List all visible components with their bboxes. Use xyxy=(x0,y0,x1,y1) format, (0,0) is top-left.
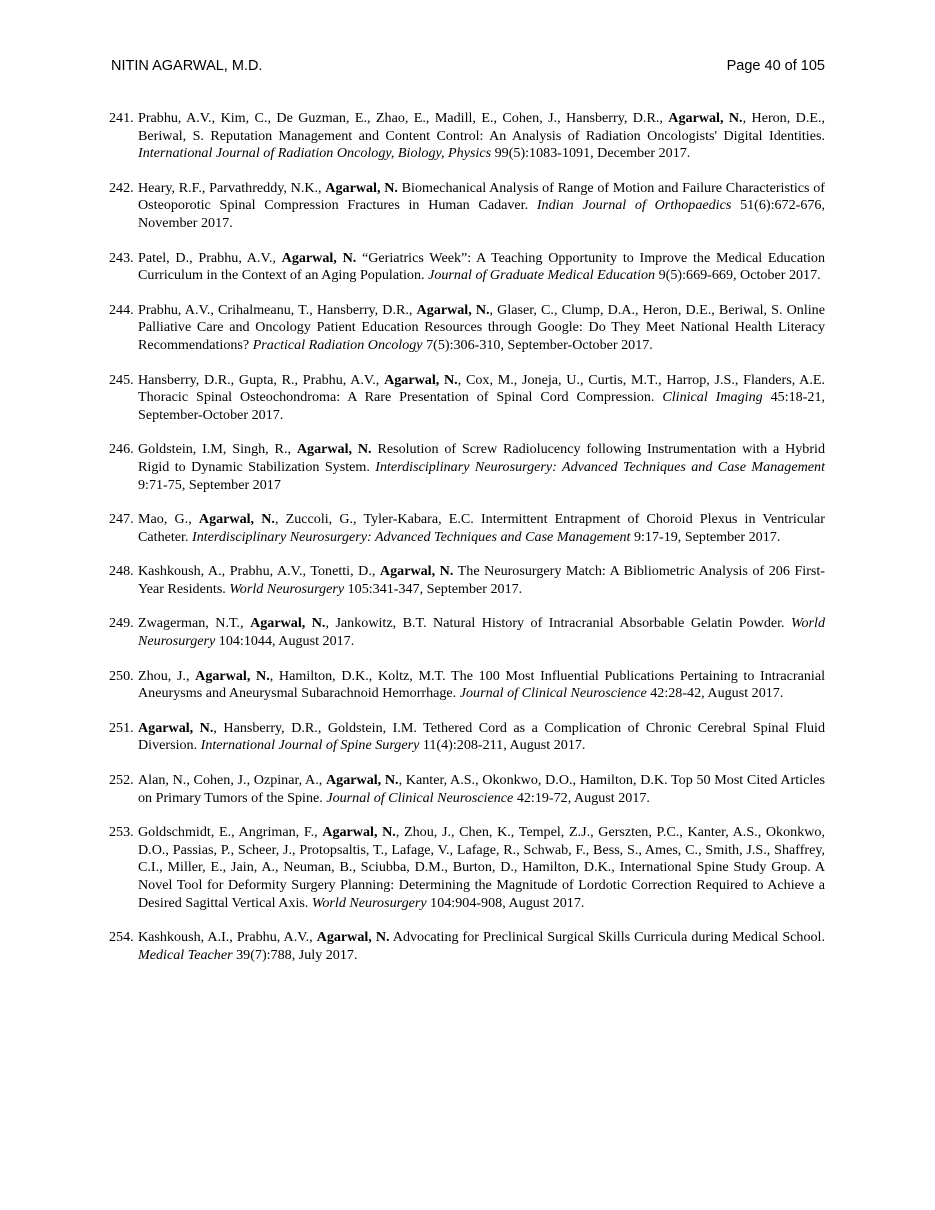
reference-number: 241. xyxy=(109,110,134,126)
citation-text: Kashkoush, A., Prabhu, A.V., Tonetti, D., xyxy=(138,563,380,580)
reference-citation xyxy=(138,720,825,755)
journal-title: World Neurosurgery xyxy=(311,894,427,911)
citation-text: , Kanter, A.S., Okonkwo, D.O., Hamilton, D.K. Top 50 Most Cited Articles on Primary Tumors of the Spine. xyxy=(138,772,825,806)
reference-number: 250. xyxy=(109,667,134,684)
journal-title: Journal of Clinical Neuroscience xyxy=(326,789,514,806)
reference-number: 254. xyxy=(109,929,134,946)
reference-item xyxy=(109,772,825,807)
citation-text: The Neurosurgery Match: A Bibliometric Analysis of 206 First-Year Residents. xyxy=(138,563,825,597)
citation-text: , Hamilton, D.K., Koltz, M.T. The 100 Most Influential Publications Pertaining to Intracranial Aneurysms and Aneurysmal Subarachnoid Hemorrhage. xyxy=(138,667,825,702)
author-highlight: Agarwal, N. xyxy=(281,249,357,266)
journal-title: Journal of Clinical Neuroscience xyxy=(459,685,647,702)
reference-citation xyxy=(138,302,825,355)
author-highlight: Agarwal, N. xyxy=(325,179,398,196)
citation-text: , Zuccoli, G., Tyler-Kabara, E.C. Intermittent Entrapment of Choroid Plexus in Ventricular Catheter. xyxy=(138,511,825,545)
citation-text: Zhou, J., xyxy=(138,667,196,684)
author-highlight: Agarwal, N. xyxy=(250,615,326,632)
journal-title: Indian Journal of Orthopaedics xyxy=(536,197,732,214)
author-highlight: Agarwal, N. xyxy=(416,301,490,318)
reference-number: 249. xyxy=(109,615,134,632)
reference-item xyxy=(109,441,825,494)
reference-number: 242. xyxy=(109,179,134,196)
citation-text: Goldschmidt, E., Angriman, F., xyxy=(138,824,323,841)
citation-text: 51(6):672-676, November 2017. xyxy=(138,197,826,231)
author-highlight: Agarwal, N. xyxy=(668,110,743,126)
reference-item xyxy=(109,250,825,285)
page-header xyxy=(111,56,825,76)
reference-item xyxy=(109,929,825,964)
citation-text: 104:904-908, August 2017. xyxy=(426,894,585,911)
citation-text: Advocating for Preclinical Surgical Skills Curricula during Medical School. xyxy=(389,929,825,946)
citation-text: Prabhu, A.V., Kim, C., De Guzman, E., Zhao, E., Madill, E., Cohen, J., Hansberry, D.R., xyxy=(138,110,669,126)
reference-citation xyxy=(138,372,825,425)
reference-number: 243. xyxy=(109,249,134,266)
reference-citation xyxy=(138,824,825,912)
citation-text: 42:19-72, August 2017. xyxy=(513,789,650,806)
journal-title: International Journal of Spine Surgery xyxy=(200,737,420,754)
journal-title: International Journal of Radiation Oncology, Biology, Physics xyxy=(138,145,492,162)
author-highlight: Agarwal, N. xyxy=(195,667,270,684)
page-number: Page 40 of 105 xyxy=(726,58,825,74)
journal-title: World Neurosurgery xyxy=(138,615,825,650)
citation-text: 39(7):788, July 2017. xyxy=(232,946,358,963)
author-highlight: Agarwal, N. xyxy=(384,371,458,388)
reference-number: 245. xyxy=(109,371,134,388)
citation-text: Hansberry, D.R., Gupta, R., Prabhu, A.V., xyxy=(138,371,385,388)
citation-text: , Glaser, C., Clump, D.A., Heron, D.E., Beriwal, S. Online Palliative Care and Oncology Patient Education Resources through Google: Do They Meet National Health Literacy Recommendations? xyxy=(138,301,825,353)
citation-text: Zwagerman, N.T., xyxy=(138,615,251,632)
reference-item xyxy=(109,511,825,546)
reference-list xyxy=(109,110,825,981)
citation-text: Alan, N., Cohen, J., Ozpinar, A., xyxy=(138,772,326,789)
citation-text: 42:28-42, August 2017. xyxy=(646,685,784,702)
author-highlight: Agarwal, N. xyxy=(296,441,372,458)
citation-text: Prabhu, A.V., Crihalmeanu, T., Hansberry, D.R., xyxy=(138,301,417,318)
reference-item xyxy=(109,110,825,163)
reference-number: 252. xyxy=(109,772,134,789)
journal-title: Interdisciplinary Neurosurgery: Advanced Techniques and Case Management xyxy=(192,528,631,545)
reference-citation xyxy=(138,441,825,494)
author-highlight: Agarwal, N. xyxy=(322,824,396,841)
citation-text: 45:18-21, September-October 2017. xyxy=(138,389,826,423)
citation-text: 104:1044, August 2017. xyxy=(215,633,355,650)
reference-number: 246. xyxy=(109,441,134,458)
reference-citation xyxy=(138,615,825,650)
reference-citation xyxy=(138,250,825,285)
reference-number: 253. xyxy=(109,824,134,841)
reference-citation xyxy=(138,110,825,163)
citation-text: 11(4):208-211, August 2017. xyxy=(419,737,586,754)
citation-text: 9:17-19, September 2017. xyxy=(630,528,781,545)
citation-text: , Cox, M., Joneja, U., Curtis, M.T., Harrop, J.S., Flanders, A.E. Thoracic Spinal Osteochondroma: A Rare Presentation of Spinal Cord Compression. xyxy=(138,371,826,406)
journal-title: World Neurosurgery xyxy=(229,580,345,597)
journal-title: Clinical Imaging xyxy=(662,389,763,406)
citation-text: Goldstein, I.M, Singh, R., xyxy=(138,441,297,458)
reference-citation xyxy=(138,929,825,964)
citation-text: Biomechanical Analysis of Range of Motion and Failure Characteristics of Osteoporotic Spinal Compression Fractures in Human Cadaver. xyxy=(138,179,825,214)
reference-item xyxy=(109,824,825,912)
reference-citation xyxy=(138,180,825,233)
reference-item xyxy=(109,563,825,598)
citation-text: , Jankowitz, B.T. Natural History of Intracranial Absorbable Gelatin Powder. xyxy=(325,615,792,632)
author-highlight: Agarwal, N. xyxy=(316,929,390,946)
author-highlight: Agarwal, N. xyxy=(198,511,275,528)
citation-text: Patel, D., Prabhu, A.V., xyxy=(138,249,282,266)
citation-text: , Hansberry, D.R., Goldstein, I.M. Tethered Cord as a Complication of Chronic Cerebral Spinal Fluid Diversion. xyxy=(138,719,825,754)
author-highlight: Agarwal, N. xyxy=(379,563,454,580)
reference-number: 247. xyxy=(109,511,134,528)
journal-title: Interdisciplinary Neurosurgery: Advanced Techniques and Case Management xyxy=(375,458,825,475)
header-author-name: NITIN AGARWAL, M.D. xyxy=(111,58,263,74)
reference-citation xyxy=(138,511,825,546)
reference-number: 244. xyxy=(109,301,134,318)
citation-text: , Zhou, J., Chen, K., Tempel, Z.J., Gerszten, P.C., Kanter, A.S., Okonkwo, D.O., Passias, P., Scheer, J., Protopsaltis, T., Lafage, V., Lafage, R., Schwab, F., Bess, S., Ames, C., Smith, J.S., Shaffrey, C.I., Miller, E., Jain, A., Neuman, B., Sciubba, D.M., Burton, D., Hamilton, D.K., International Spine Study Group. A Novel Tool for Deformity Surgery Planning: Determining the Magnitude of Lordotic Correction Required to Achieve a Desired Sagittal Vertical Axis. xyxy=(138,824,825,911)
citation-text: “Geriatrics Week”: A Teaching Opportunity to Improve the Medical Education Curriculum in the Context of an Aging Population. xyxy=(138,249,825,284)
author-highlight: Agarwal, N. xyxy=(325,772,399,789)
author-highlight: Agarwal, N. xyxy=(138,719,214,736)
citation-text: , Heron, D.E., Beriwal, S. Reputation Management and Content Control: An Analysis of Radiation Oncologists' Digital Identities. xyxy=(138,110,826,144)
citation-text: 9:71-75, September 2017 xyxy=(138,476,281,493)
citation-text: 7(5):306-310, September-October 2017. xyxy=(422,336,653,353)
reference-item xyxy=(109,720,825,755)
reference-citation xyxy=(138,772,825,807)
citation-text: Heary, R.F., Parvathreddy, N.K., xyxy=(138,179,326,196)
citation-text: Mao, G., xyxy=(138,511,199,528)
citation-text: 99(5):1083-1091, December 2017. xyxy=(491,145,691,162)
reference-citation xyxy=(138,668,825,703)
citation-text: Resolution of Screw Radiolucency following Instrumentation with a Hybrid Rigid to Dynamic Stabilization System. xyxy=(138,441,825,475)
reference-number: 248. xyxy=(109,563,134,580)
reference-item xyxy=(109,302,825,355)
reference-item xyxy=(109,180,825,233)
reference-item xyxy=(109,615,825,650)
journal-title: Practical Radiation Oncology xyxy=(252,336,423,353)
reference-item xyxy=(109,668,825,703)
journal-title: Medical Teacher xyxy=(138,946,233,963)
reference-item xyxy=(109,372,825,425)
journal-title: Journal of Graduate Medical Education xyxy=(428,267,656,284)
citation-text: Kashkoush, A.I., Prabhu, A.V., xyxy=(138,929,317,946)
citation-text: 9(5):669-669, October 2017. xyxy=(655,267,821,284)
reference-citation xyxy=(138,563,825,598)
citation-text: 105:341-347, September 2017. xyxy=(344,580,523,597)
reference-number: 251. xyxy=(109,719,134,736)
